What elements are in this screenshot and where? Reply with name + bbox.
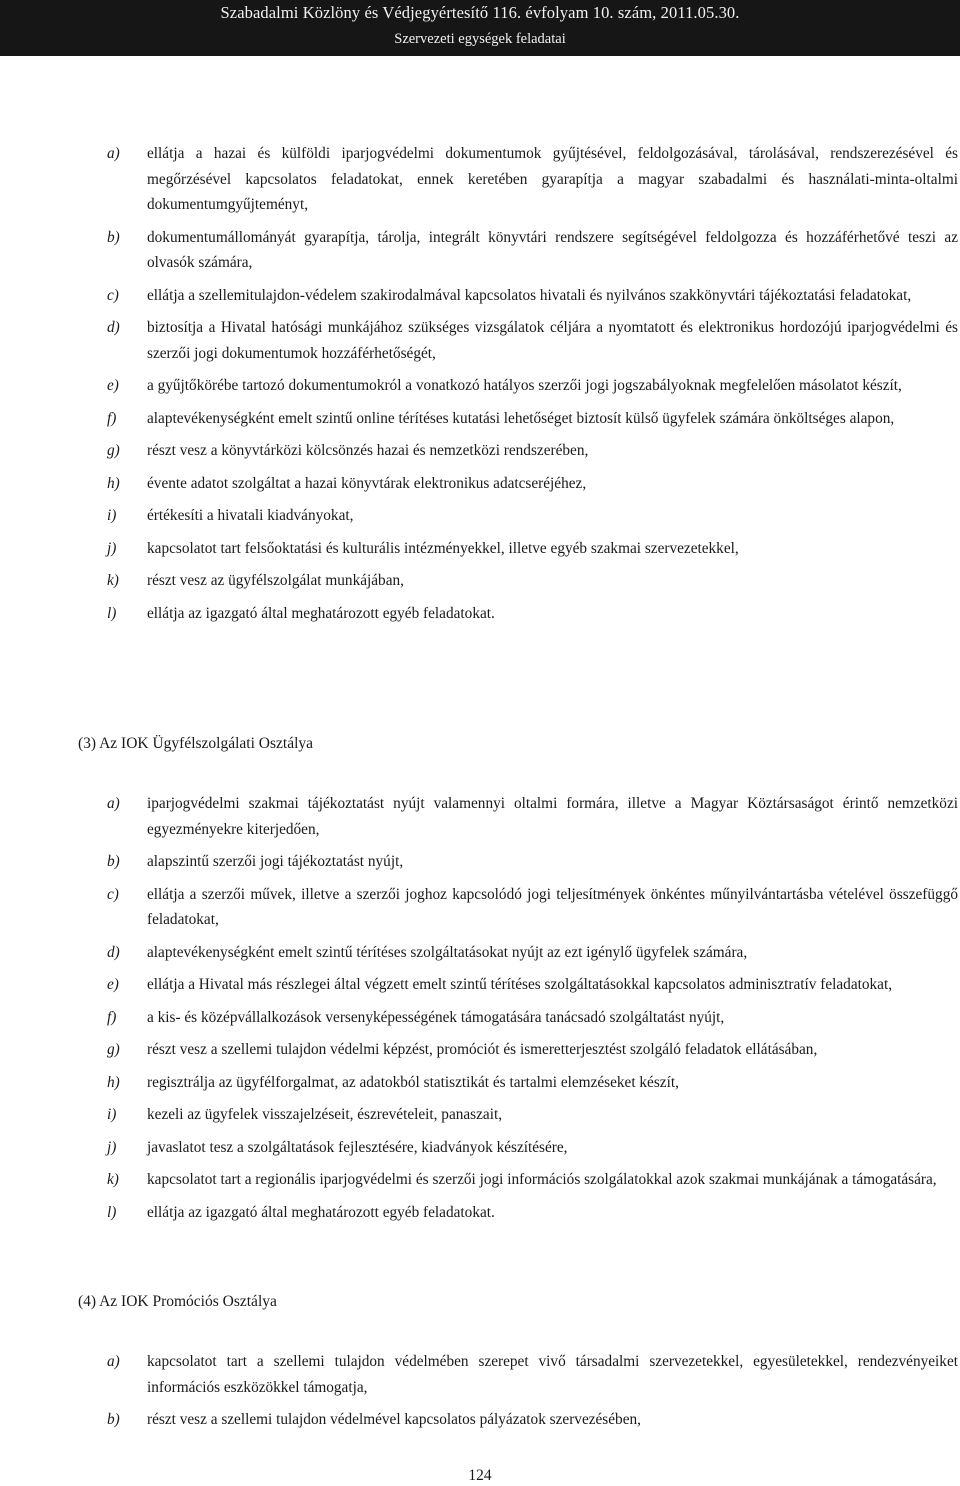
item-marker: g)	[107, 442, 120, 459]
list-item	[0, 849, 960, 875]
item-text: a kis- és középvállalkozások versenyképességének támogatására tanácsadó szolgáltatást nyújt,	[147, 1008, 725, 1026]
item-text: biztosítja a Hivatal hatósági munkájához szükséges vizsgálatok céljára a nyomtatott és elektronikus hordozójú iparjogvédelmi és szerzői jogi dokumentumok hozzáférhetőségét,	[147, 319, 958, 362]
item-marker: h)	[107, 474, 120, 492]
section1-list	[0, 141, 960, 633]
item-text: ellátja az igazgató által meghatározott egyéb feladatokat.	[147, 604, 495, 622]
item-text: ellátja a Hivatal más részlegei által végzett emelt szintű térítéses szolgáltatásokkal kapcsolatos adminisztratív feladatokat,	[147, 976, 893, 993]
item-text: kapcsolatot tart a regionális iparjogvédelmi és szerzői jogi információs szolgálatokkal azok szakmai munkájának a támogatására,	[147, 1171, 937, 1188]
item-text: alaptevékenységként emelt szintű online térítéses kutatási lehetőséget biztosít külső ügyfelek számára önköltséges alapon,	[147, 409, 895, 427]
item-marker: e)	[107, 377, 119, 394]
list-item	[0, 373, 960, 399]
list-item	[0, 1349, 960, 1400]
item-marker: b)	[107, 1411, 120, 1428]
section2-list	[0, 791, 960, 1232]
item-text: kapcsolatot tart felsőoktatási és kulturális intézményekkel, illetve egyéb szakmai szervezetekkel,	[147, 539, 739, 557]
section3-list	[0, 1349, 960, 1440]
list-item	[0, 1200, 960, 1226]
list-item	[0, 1070, 960, 1096]
list-item	[0, 601, 960, 627]
item-text: alapszintű szerzői jogi tájékoztatást nyújt,	[147, 853, 404, 870]
section-subtitle: Szervezeti egységek feladatai	[394, 31, 566, 47]
item-marker: c)	[107, 286, 119, 304]
item-marker: d)	[107, 943, 120, 961]
item-marker: j)	[107, 539, 117, 557]
item-marker: f)	[107, 409, 117, 427]
list-item	[0, 315, 960, 366]
list-item	[0, 438, 960, 464]
item-text: részt vesz a könyvtárközi kölcsönzés hazai és nemzetközi rendszerében,	[147, 442, 589, 459]
item-text: évente adatot szolgáltat a hazai könyvtárak elektronikus adatcseréjéhez,	[147, 474, 587, 492]
item-marker: d)	[107, 319, 120, 336]
list-item	[0, 972, 960, 998]
item-text: részt vesz a szellemi tulajdon védelmével kapcsolatos pályázatok szervezésében,	[147, 1411, 641, 1428]
list-item	[0, 791, 960, 842]
item-marker: a)	[107, 145, 120, 162]
item-text: iparjogvédelmi szakmai tájékoztatást nyújt valamennyi oltalmi formára, illetve a Magyar Köztársaságot érintő nemzetközi egyezményekre kiterjedően,	[147, 795, 958, 838]
item-text: javaslatot tesz a szolgáltatások fejlesztésére, kiadványok készítésére,	[147, 1138, 568, 1156]
item-marker: a)	[107, 795, 120, 812]
item-marker: f)	[107, 1008, 117, 1026]
item-marker: k)	[107, 1171, 119, 1188]
list-item	[0, 1005, 960, 1031]
list-item	[0, 1407, 960, 1433]
item-marker: h)	[107, 1073, 120, 1091]
item-text: regisztrálja az ügyfélforgalmat, az adatokból statisztikát és tartalmi elemzéseket készít,	[147, 1073, 679, 1091]
list-item	[0, 503, 960, 529]
item-text: ellátja az igazgató által meghatározott egyéb feladatokat.	[147, 1203, 495, 1221]
item-text: kezeli az ügyfelek visszajelzéseit, észrevételeit, panaszait,	[147, 1106, 503, 1123]
list-item	[0, 940, 960, 966]
journal-title: Szabadalmi Közlöny és Védjegyértesítő 116. évfolyam 10. szám, 2011.05.30.	[220, 3, 740, 22]
item-text: alaptevékenységként emelt szintű térítéses szolgáltatásokat nyújt az ezt igénylő ügyfelek számára,	[147, 943, 748, 961]
item-marker: l)	[107, 1203, 117, 1221]
section-heading: (3) Az IOK Ügyfélszolgálati Osztálya	[78, 735, 314, 752]
item-text: részt vesz a szellemi tulajdon védelmi képzést, promóciót és ismeretterjesztést szolgáló feladatok ellátásában,	[147, 1041, 818, 1058]
item-text: ellátja a szerzői művek, illetve a szerzői joghoz kapcsolódó jogi teljesítmények önkéntes műnyilvántartásba vételével összefüggő feladatokat,	[147, 885, 958, 928]
item-marker: a)	[107, 1353, 120, 1370]
item-marker: b)	[107, 228, 120, 246]
item-text: ellátja a szellemitulajdon-védelem szakirodalmával kapcsolatos hivatali és nyilvános szakkönyvtári tájékoztatási feladatokat,	[147, 286, 912, 304]
list-item	[0, 283, 960, 309]
list-item	[0, 225, 960, 276]
list-item	[0, 536, 960, 562]
item-marker: i)	[107, 507, 117, 524]
page-number: 124	[468, 1467, 492, 1484]
item-marker: g)	[107, 1041, 120, 1058]
item-marker: c)	[107, 885, 119, 903]
list-item	[0, 406, 960, 432]
list-item	[0, 1135, 960, 1161]
list-item	[0, 568, 960, 594]
list-item	[0, 1037, 960, 1063]
item-text: részt vesz az ügyfélszolgálat munkájában,	[147, 572, 404, 589]
item-marker: e)	[107, 976, 119, 993]
item-text: ellátja a hazai és külföldi iparjogvédelmi dokumentumok gyűjtésével, feldolgozásával, tárolásával, rendszerezésével és megőrzésével kapcsolatos feladatokat, ennek keretében gyarapítja a magyar szabadalmi és használati-minta-oltalmi dokumentumgyűjteményt,	[147, 145, 958, 213]
item-marker: k)	[107, 572, 119, 589]
list-item	[0, 1102, 960, 1128]
item-marker: i)	[107, 1106, 117, 1123]
list-item	[0, 471, 960, 497]
section-heading: (4) Az IOK Promóciós Osztálya	[78, 1293, 277, 1310]
item-text: kapcsolatot tart a szellemi tulajdon védelmében szerepet vivő társadalmi szervezetekkel, egyesületekkel, rendezvényeiket információs eszközökkel támogatja,	[147, 1353, 958, 1396]
item-text: dokumentumállományát gyarapítja, tárolja, integrált könyvtári rendszere segítségével feldolgozza és hozzáférhetővé teszi az olvasók számára,	[147, 228, 958, 271]
page-header	[0, 0, 960, 56]
item-marker: b)	[107, 853, 120, 870]
item-marker: l)	[107, 604, 117, 622]
item-text: a gyűjtőkörébe tartozó dokumentumokról a vonatkozó hatályos szerzői jogi jogszabályoknak megfelelően másolatot készít,	[147, 377, 902, 394]
item-marker: j)	[107, 1138, 117, 1156]
list-item	[0, 1167, 960, 1193]
list-item	[0, 141, 960, 218]
list-item	[0, 882, 960, 933]
item-text: értékesíti a hivatali kiadványokat,	[147, 507, 354, 524]
